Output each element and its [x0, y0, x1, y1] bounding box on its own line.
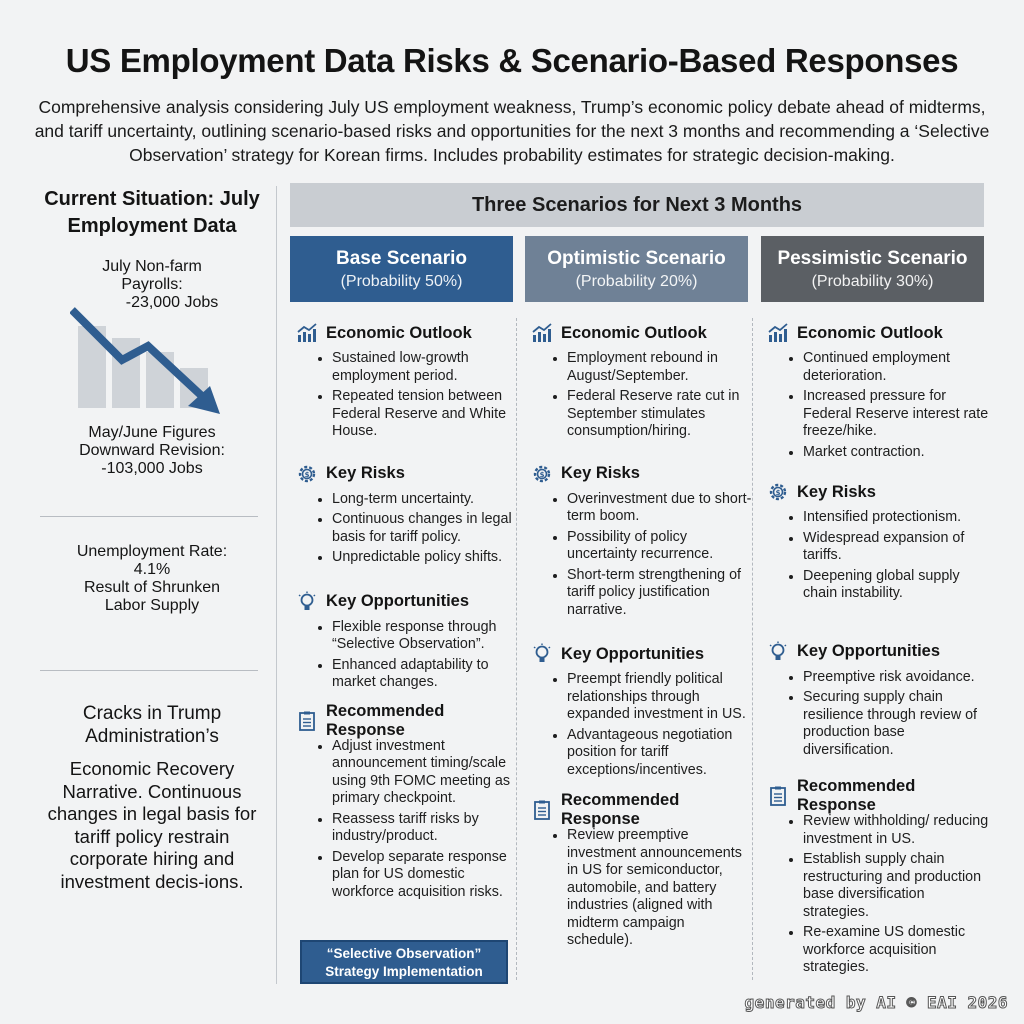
section-title-text: Recommended Response: [797, 777, 916, 814]
gear-icon: [531, 463, 561, 485]
section-title-text: Recommended Response: [326, 701, 445, 739]
bullet-list: [767, 509, 989, 603]
strategy-implementation-button[interactable]: “Selective Observation” Strategy Implementation: [300, 940, 508, 984]
section-title-text: Key Opportunities: [326, 592, 470, 610]
section-title-text: Recommended Response: [561, 791, 680, 828]
payrolls-label: July Non-farm Payrolls:: [102, 258, 202, 293]
section-title: [296, 701, 518, 739]
bullet-list: [531, 350, 753, 441]
list-item: • Overinvestment due to short-term boom.: [567, 491, 753, 526]
section-response: [767, 777, 989, 977]
decline-chart-icon: [70, 302, 230, 420]
growth-chart-icon: [296, 322, 326, 344]
watermark: generated by AI © EAI 2026: [744, 993, 1008, 1012]
section-opps: [531, 639, 753, 779]
svg-text:$: $: [539, 470, 545, 479]
section-title: [531, 459, 753, 489]
list-item: • Enhanced adaptability to market changes.: [332, 657, 518, 692]
section-title-text: Economic Outlook: [797, 323, 943, 342]
gear-icon: [296, 463, 326, 485]
cracks-text: Economic Recovery Narrative. Continuous changes in legal basis for tariff policy restrain corporate hiring and investment decis-ions.: [47, 758, 257, 892]
section-title-text: Economic Outlook: [326, 323, 472, 342]
bullet-list: [767, 813, 989, 977]
svg-text:$: $: [775, 489, 781, 497]
section-title: [767, 318, 989, 348]
scenario-name: Base Scenario: [336, 248, 467, 269]
payrolls-value: -23,000 Jobs: [125, 294, 219, 311]
svg-text:$: $: [304, 470, 310, 479]
bullet-list: [296, 619, 518, 692]
bullet-list: [296, 491, 518, 567]
section-title: [531, 318, 753, 348]
scenario-probability: (Probability 30%): [811, 273, 934, 290]
scenario-head-pessimistic: [761, 236, 984, 302]
bullet-list: [296, 350, 518, 441]
scenarios-header: Three Scenarios for Next 3 Months: [290, 183, 984, 227]
section-title-text: Key Opportunities: [561, 644, 705, 663]
situation-title-text: Current Situation: July Employment Data: [44, 188, 260, 237]
list-item: • Unpredictable policy shifts.: [332, 549, 518, 567]
lightbulb-icon: [531, 643, 561, 665]
scenario-probability: (Probability 50%): [340, 273, 463, 290]
list-item: • Continuous changes in legal basis for tariff policy.: [332, 511, 518, 546]
list-item: • Possibility of policy uncertainty recurrence.: [567, 529, 753, 564]
section-title: [767, 637, 989, 667]
cracks-title: Cracks in Trump Administration’s: [82, 703, 222, 747]
list-item: • Short-term strengthening of tariff policy justification narrative.: [567, 567, 753, 620]
list-item: • Preemptive risk avoidance.: [803, 669, 989, 687]
list-item: • Sustained low-growth employment period.: [332, 350, 518, 385]
situation-title: [36, 186, 268, 240]
list-item: • Review preemptive investment announcements in US for semiconductor, automobile, and battery industries (aligned with midterm campaign schedule).: [567, 827, 753, 950]
bullet-list: [531, 827, 753, 950]
list-item: • Advantageous negotiation position for tariff exceptions/incentives.: [567, 727, 753, 780]
list-item: • Re-examine US domestic workforce acquisition strategies.: [803, 924, 989, 977]
scenario-column-optimistic: [531, 318, 753, 953]
clipboard-icon: [767, 785, 797, 807]
revision-value: -103,000 Jobs: [101, 460, 203, 477]
section-title: [767, 777, 989, 814]
page-title: US Employment Data Risks & Scenario-Based Responses: [65, 42, 959, 79]
revision-label: May/June Figures Downward Revision:: [79, 424, 225, 459]
list-item: • Adjust investment announcement timing/scale using 9th FOMC meeting as primary checkpoint.: [332, 738, 518, 808]
section-title-text: Economic Outlook: [561, 323, 707, 342]
list-item: • Widespread expansion of tariffs.: [803, 530, 989, 565]
list-item: • Market contraction.: [803, 444, 989, 462]
list-item: • Securing supply chain resilience through review of production base diversification.: [803, 689, 989, 759]
section-title: [767, 477, 989, 507]
scenario-head-base: [290, 236, 513, 302]
section-title-text: Key Risks: [326, 464, 405, 482]
bullet-list: [296, 738, 518, 902]
list-item: • Continued employment deterioration.: [803, 350, 989, 385]
revision-metric: [36, 424, 268, 478]
list-item: • Federal Reserve rate cut in September stimulates consumption/hiring.: [567, 388, 753, 441]
page-subtitle: Comprehensive analysis considering July US employment weakness, Trump’s economic policy debate ahead of midterms, and tariff uncertainty, outlining scenario-based risks and opportunities for the next 3 months and recommending a ‘Selective Observation’ strategy for Korean firms. Includes probability estimates for strategic decision-making.: [34, 97, 990, 165]
unemployment-metric: [36, 543, 268, 615]
bullet-list: [767, 669, 989, 760]
clipboard-icon: [531, 799, 561, 821]
section-risks: [767, 477, 989, 603]
gear-icon: [767, 481, 797, 503]
lightbulb-icon: [767, 641, 797, 663]
list-item: • Preempt friendly political relationships through expanded investment in US.: [567, 671, 753, 724]
section-title: [296, 587, 518, 617]
list-item: • Develop separate response plan for US domestic workforce acquisition risks.: [332, 849, 518, 902]
scenario-name: Pessimistic Scenario: [777, 248, 968, 269]
list-item: • Deepening global supply chain instability.: [803, 568, 989, 603]
cracks-block: [36, 702, 268, 894]
scenario-name: Optimistic Scenario: [547, 248, 726, 269]
section-title: [531, 639, 753, 669]
unemployment-label: Unemployment Rate:: [76, 543, 228, 560]
list-item: • Flexible response through “Selective Observation”.: [332, 619, 518, 654]
section-title: [296, 318, 518, 348]
section-opps: [767, 637, 989, 760]
list-item: • Repeated tension between Federal Reserve and White House.: [332, 388, 518, 441]
section-title-text: Key Risks: [561, 464, 640, 482]
growth-chart-icon: [767, 322, 797, 344]
section-outlook: [296, 318, 518, 441]
scenario-probability: (Probability 20%): [575, 273, 698, 290]
list-item: • Intensified protectionism.: [803, 509, 989, 527]
bullet-list: [531, 491, 753, 620]
section-title: [531, 791, 753, 828]
divider: [40, 670, 258, 671]
scenario-column-pessimistic: [767, 318, 989, 980]
list-item: • Long-term uncertainty.: [332, 491, 518, 509]
clipboard-icon: [296, 710, 326, 732]
column-divider: [276, 186, 277, 984]
section-outlook: [531, 318, 753, 441]
list-item: • Employment rebound in August/September.: [567, 350, 753, 385]
section-title-text: Key Risks: [797, 482, 876, 501]
unemployment-value: 4.1%: [133, 561, 171, 578]
list-item: • Reassess tariff risks by industry/product.: [332, 811, 518, 846]
section-title-text: Key Opportunities: [797, 642, 941, 660]
unemployment-note: Result of Shrunken Labor Supply: [83, 579, 221, 614]
growth-chart-icon: [531, 322, 561, 344]
divider: [40, 516, 258, 517]
scenario-head-optimistic: [525, 236, 748, 302]
section-outlook: [767, 318, 989, 461]
bullet-list: [531, 671, 753, 779]
section-opps: [296, 587, 518, 692]
section-response: [296, 701, 518, 902]
section-risks: [531, 459, 753, 620]
list-item: • Establish supply chain restructuring and production base diversification strategies.: [803, 851, 989, 921]
list-item: • Increased pressure for Federal Reserve interest rate freeze/hike.: [803, 388, 989, 441]
bullet-list: [767, 350, 989, 461]
lightbulb-icon: [296, 591, 326, 613]
list-item: • Review withholding/ reducing investment in US.: [803, 813, 989, 848]
section-risks: [296, 459, 518, 567]
section-title: [296, 459, 518, 489]
section-response: [531, 791, 753, 950]
down-arrow-icon: [70, 302, 230, 420]
scenario-column-base: [296, 318, 518, 904]
